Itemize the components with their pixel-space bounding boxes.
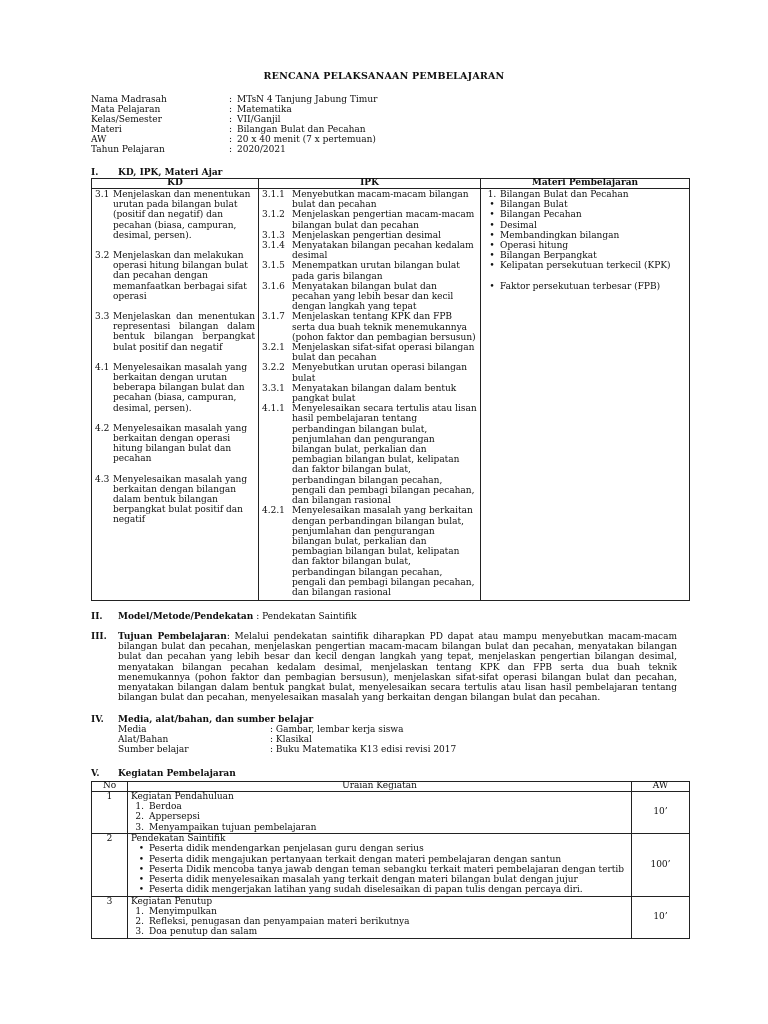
section-number: I.: [91, 168, 99, 178]
learning-goal: [91, 632, 677, 703]
learning-goal-text: : Melalui pendekatan saintifik diharapkan PD dapat atau mampu menyebutkan macam-macam bilangan bulat dan pecahan, menjelaskan pengertian macam-macam bilangan bulat dan pecahan, menyatakan bilangan bulat dan pecahan yang lebih besar dan kecil dengan langkah yang tepat, menjelaskan pengertian bilangan desimal, menyatakan bilangan pecahan kedalam desimal, menjelaskan tentang KPK dan FPB serta dua buah teknik menemukannya (pohon faktor dan pembagian bersusun), menjelaskan sifat-sifat operasi bilangan bulat dan pecahan, menyatakan bilangan dalam bentuk pangkat bulat, menyelesaikan secara tertulis atau lisan hasil pembelajaran tentang bilangan bulat dan pecahan, menyelesaikan masalah yang berkaitan dengan bilangan bulat dan pecahan.: [118, 632, 677, 704]
activity-number: 1: [92, 792, 128, 834]
activity-description: [128, 792, 632, 834]
activity-step: • Peserta didik mendengarkan penjelasan guru dengan serius: [138, 844, 424, 855]
section-title: Media, alat/bahan, dan sumber belajar: [118, 715, 314, 725]
activity-step: • Peserta didik menyelesaikan masalah yang terkait dengan materi bilangan bulat dengan jujur: [138, 874, 578, 885]
ipk-item: 3.3.1 Menyatakan bilangan dalam bentuk pangkat bulat: [262, 383, 457, 405]
column-header: Materi Pembelajaran: [481, 179, 690, 189]
ipk-item: 3.1.3 Menjelaskan pengertian desimal: [262, 230, 441, 241]
materi-item: • Faktor persekutuan terbesar (FPB): [489, 281, 661, 292]
materi-item: • Desimal: [489, 220, 537, 231]
activity-duration: 100’: [632, 834, 690, 897]
identity-block: [91, 95, 377, 155]
activity-description: [128, 834, 632, 897]
section-number: III.: [91, 632, 107, 642]
ipk-item: 4.1.1 Menyelesaikan secara tertulis atau lisan hasil pembelajaran tentang perbandingan bilangan bulat, penjumlahan dan pengurangan bilangan bulat, perkalian dan pembagian bilangan bulat, kelipatan dan faktor bilangan bulat, perbandingan bilangan pecahan, pengali dan pembagi bilangan pecahan, dan bilangan rasional: [262, 404, 477, 507]
identity-label: Kelas/Semester: [91, 115, 162, 125]
materi-item: • Bilangan Berpangkat: [489, 251, 597, 262]
activity-title: Pendekatan Saintifik: [131, 834, 226, 845]
section-title: KD, IPK, Materi Ajar: [118, 168, 223, 178]
table-row: [92, 792, 690, 834]
identity-label: Mata Pelajaran: [91, 105, 161, 115]
section-heading: [91, 715, 313, 725]
identity-label: Nama Madrasah: [91, 95, 167, 105]
column-header: AW: [632, 782, 690, 792]
identity-label: Materi: [91, 125, 122, 135]
media-row: Alat/Bahan : Klasikal: [118, 735, 313, 745]
ipk-cell: [259, 189, 481, 601]
section-heading: [91, 612, 357, 622]
media-row: Sumber belajar : Buku Matematika K13 edisi revisi 2017: [118, 745, 457, 755]
identity-row: AW : 20 x 40 menit (7 x pertemuan): [91, 135, 376, 145]
materi-item: • Membandingkan bilangan: [489, 230, 620, 241]
activity-number: 2: [92, 834, 128, 897]
kd-cell: [92, 189, 259, 601]
activity-step: 3. Menyampaikan tujuan pembelajaran: [135, 822, 317, 833]
ipk-item: 3.1.4 Menyatakan bilangan pecahan kedalam desimal: [262, 241, 474, 262]
materi-item: • Kelipatan persekutuan terkecil (KPK): [489, 261, 671, 272]
identity-row: Nama Madrasah : MTsN 4 Tanjung Jabung Timur: [91, 95, 378, 105]
kd-item: 3.1 Menjelaskan dan menentukan urutan pada bilangan bulat (positif dan negatif) dan pecahan (biasa, campuran, desimal, persen).: [95, 190, 251, 241]
identity-row: Mata Pelajaran : Matematika: [91, 105, 292, 115]
activity-step: 2. Refleksi, penugasan dan penyampaian materi berikutnya: [135, 917, 410, 928]
identity-row: Kelas/Semester : VII/Ganjil: [91, 115, 281, 125]
section-title: Model/Metode/Pendekatan: [118, 612, 254, 622]
activity-duration: 10’: [632, 792, 690, 834]
section-number: V.: [91, 769, 100, 779]
column-header: Uraian Kegiatan: [128, 782, 632, 792]
kd-item: 4.3 Menyelesaikan masalah yang berkaitan dengan bilangan dalam bentuk bilangan berpangkat bulat positif dan negatif: [95, 474, 248, 526]
section-heading: [91, 769, 236, 779]
materi-cell: [481, 189, 690, 601]
activity-description: [128, 896, 632, 938]
section-title: Tujuan Pembelajaran: [118, 632, 227, 642]
identity-value: Bilangan Bulat dan Pecahan: [237, 125, 366, 135]
activity-step: 1. Berdoa: [135, 802, 182, 813]
materi-item: • Bilangan Bulat: [489, 200, 568, 211]
ipk-item: 3.1.5 Menempatkan urutan bilangan bulat pada garis bilangan: [262, 261, 460, 282]
document-title: RENCANA PELAKSANAAN PEMBELAJARAN: [263, 71, 505, 82]
ipk-item: 3.1.2 Menjelaskan pengertian macam-macam bilangan bulat dan pecahan: [262, 210, 475, 231]
activity-title: Kegiatan Penutup: [131, 896, 213, 907]
section-title: Kegiatan Pembelajaran: [118, 769, 236, 779]
column-header: IPK: [259, 179, 481, 189]
materi-item: • Bilangan Pecahan: [489, 210, 582, 221]
column-header: KD: [92, 179, 259, 189]
identity-value: 20 x 40 menit (7 x pertemuan): [237, 135, 376, 145]
activity-step: 3. Doa penutup dan salam: [135, 927, 258, 938]
section-value: : Pendekatan Saintifik: [256, 612, 357, 622]
kd-item: 3.3 Menjelaskan dan menentukan representasi bilangan dalam bentuk bilangan berpangkat bulat positif dan negatif: [95, 312, 255, 353]
ipk-item: 3.2.2 Menyebutkan urutan operasi bilangan bulat: [262, 363, 468, 384]
ipk-item: 3.1.6 Menyatakan bilangan bulat dan pecahan yang lebih besar dan kecil dengan langkah yang tepat: [262, 281, 454, 313]
kd-item: 4.2 Menyelesaikan masalah yang berkaitan dengan operasi hitung bilangan bulat dan pecahan: [95, 423, 248, 465]
identity-label: Tahun Pelajaran: [91, 145, 165, 155]
ipk-item: 3.2.1 Menjelaskan sifat-sifat operasi bilangan bulat dan pecahan: [262, 343, 475, 364]
kd-item: 3.2 Menjelaskan dan melakukan operasi hitung bilangan bulat dan pecahan dengan memanfaatkan berbagai sifat operasi: [95, 251, 248, 302]
table-row: [92, 834, 690, 897]
activity-step: 1. Menyimpulkan: [135, 907, 217, 918]
ipk-item: 4.2.1 Menyelesaikan masalah yang berkaitan dengan perbandingan bilangan bulat, penjumlahan dan pengurangan bilangan bulat, perkalian dan pembagian bilangan bulat, kelipatan dan faktor bilangan bulat, perbandingan bilangan pecahan, pengali dan pembagi bilangan pecahan, dan bilangan rasional: [262, 506, 475, 598]
activity-step: • Peserta Didik mencoba tanya jawab dengan teman sebangku terkait materi pembelajaran dengan tertib: [138, 864, 624, 875]
ipk-item: 3.1.1 Menyebutkan macam-macam bilangan bulat dan pecahan: [262, 190, 469, 211]
column-header: No: [92, 782, 128, 792]
activity-duration: 10’: [632, 896, 690, 938]
kd-item: 4.1 Menyelesaikan masalah yang berkaitan dengan urutan beberapa bilangan bulat dan pecahan (biasa, campuran, desimal, persen).: [95, 362, 248, 414]
media-block: [118, 725, 456, 755]
activity-step: • Peserta didik mengajukan pertanyaan terkait dengan materi pembelajaran dengan santun: [138, 854, 562, 865]
kd-ipk-table: [91, 178, 690, 601]
identity-row: Materi : Bilangan Bulat dan Pecahan: [91, 125, 366, 135]
identity-value: MTsN 4 Tanjung Jabung Timur: [237, 95, 378, 105]
materi-item: 1. Bilangan Bulat dan Pecahan: [487, 190, 629, 200]
table-row: [92, 896, 690, 938]
section-number: II.: [91, 612, 103, 622]
identity-value: 2020/2021: [237, 145, 286, 155]
identity-value: Matematika: [237, 105, 292, 115]
activities-table: [91, 781, 690, 939]
materi-item: • Operasi hitung: [489, 241, 569, 252]
ipk-item: 3.1.7 Menjelaskan tentang KPK dan FPB serta dua buah teknik menemukannya (pohon faktor dan pembagian bersusun): [262, 312, 476, 343]
identity-label: AW: [91, 135, 107, 145]
section-number: IV.: [91, 715, 104, 725]
media-row: Media : Gambar, lembar kerja siswa: [118, 725, 404, 735]
activity-step: • Peserta didik mengerjakan latihan yang sudah diselesaikan di papan tulis dengan percaya diri.: [138, 885, 583, 896]
activity-number: 3: [92, 896, 128, 938]
identity-value: VII/Ganjil: [237, 115, 281, 125]
section-heading: [91, 168, 222, 178]
activity-step: 2. Appersepsi: [135, 812, 200, 823]
identity-row: Tahun Pelajaran : 2020/2021: [91, 145, 286, 155]
activity-title: Kegiatan Pendahuluan: [131, 792, 234, 802]
